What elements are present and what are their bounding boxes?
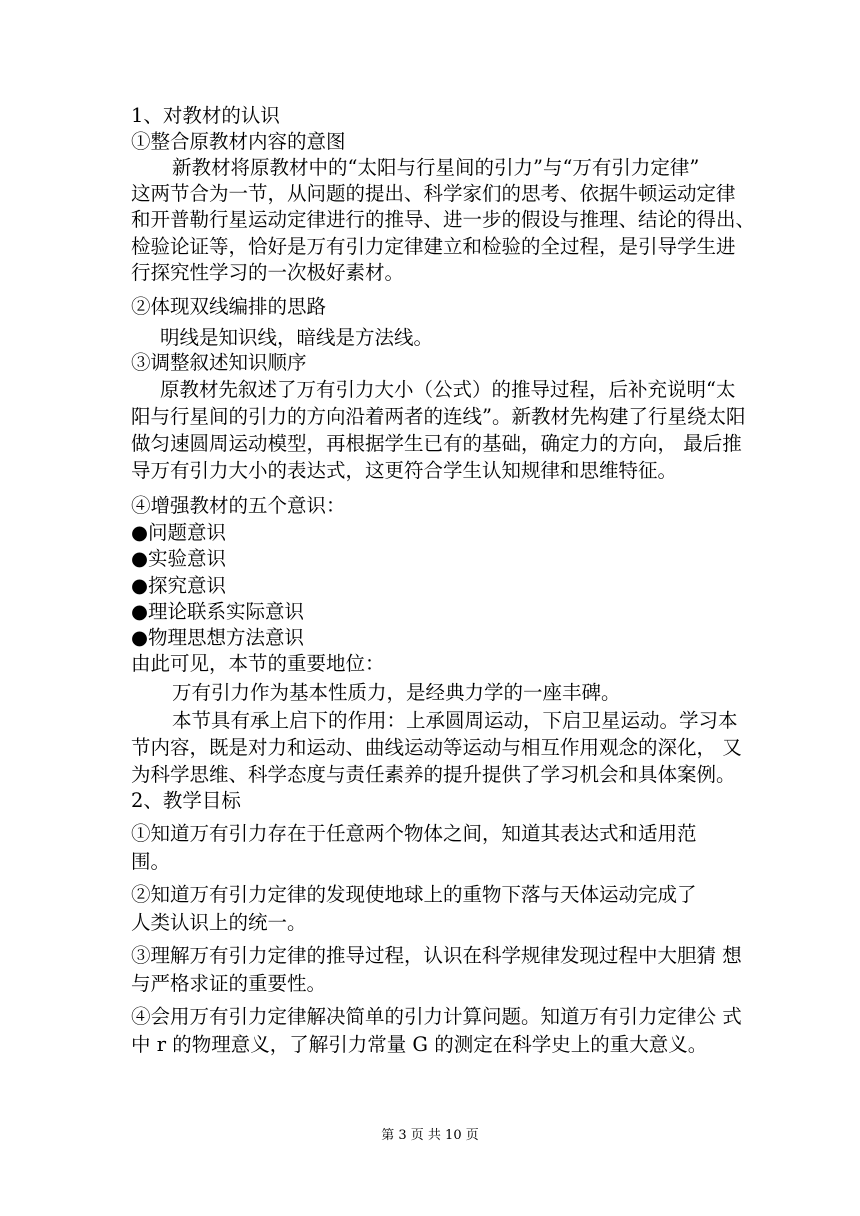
goal-item-continuation: 与严格求证的重要性。 [131,972,327,995]
paragraph-line: 做匀速圆周运动模型，再根据学生已有的基础，确定力的方向， 最后推 [131,432,742,455]
bullet-item: ●问题意识 [131,521,227,544]
paragraph-line: 为科学思维、科学态度与责任素养的提升提供了学习机会和具体案例。 [131,763,736,786]
paragraph-line: 检验论证等，恰好是万有引力定律建立和检验的全过程，是引导学生进 [131,235,736,258]
section-heading: 1、对教材的认识 [131,104,280,127]
paragraph-line: 由此可见，本节的重要地位： [131,652,385,675]
goal-item: ③理解万有引力定律的推导过程，认识在科学规律发现过程中大胆猜 想 [131,944,742,967]
subheading: ④增强教材的五个意识： [131,494,346,517]
paragraph-line: 新教材将原教材中的“太阳与行星间的引力”与“万有引力定律” [172,156,700,179]
subheading: ③调整叙述知识顺序 [131,351,307,374]
page-number: 第 3 页 共 10 页 [381,1128,479,1143]
paragraph-line: 导万有引力大小的表达式，这更符合学生认知规律和思维特征。 [131,459,678,482]
bullet-item: ●探究意识 [131,574,227,597]
paragraph-line: 和开普勒行星运动定律进行的推导、进一步的假设与推理、结论的得出、 [131,208,756,231]
goal-item-continuation: 中 r 的物理意义，了解引力常量 G 的测定在科学史上的重大意义。 [131,1033,708,1056]
paragraph-line: 原教材先叙述了万有引力大小（公式）的推导过程，后补充说明“太 [160,378,736,401]
paragraph-line: 万有引力作为基本性质力，是经典力学的一座丰碑。 [172,681,621,704]
bullet-item: ●物理思想方法意识 [131,626,305,649]
paragraph-line: 行探究性学习的一次极好素材。 [131,261,405,284]
goal-item: ②知道万有引力定律的发现使地球上的重物下落与天体运动完成了 [131,883,697,906]
bullet-item: ●实验意识 [131,547,227,570]
goal-item-continuation: 围。 [131,850,171,873]
bullet-item: ●理论联系实际意识 [131,600,305,623]
goal-item: ④会用万有引力定律解决简单的引力计算问题。知道万有引力定律公 式 [131,1005,742,1028]
paragraph-line: 这两节合为一节，从问题的提出、科学家们的思考、依据牛顿运动定律 [131,182,736,205]
goal-item-continuation: 人类认识上的统一。 [131,911,307,934]
subheading: ②体现双线编排的思路 [131,295,327,318]
goal-item: ①知道万有引力存在于任意两个物体之间，知道其表达式和适用范 [131,822,697,845]
subheading: ①整合原教材内容的意图 [131,130,346,153]
section-heading: 2、教学目标 [131,789,241,812]
paragraph-line: 阳与行星间的引力的方向沿着两者的连线”。新教材先构建了行星绕太阳 [131,405,746,428]
paragraph-line: 明线是知识线，暗线是方法线。 [160,326,434,349]
paragraph-line: 节内容，既是对力和运动、曲线运动等运动与相互作用观念的深化， 又 [131,736,742,759]
paragraph-line: 本节具有承上启下的作用：上承圆周运动，下启卫星运动。学习本 [172,709,738,732]
